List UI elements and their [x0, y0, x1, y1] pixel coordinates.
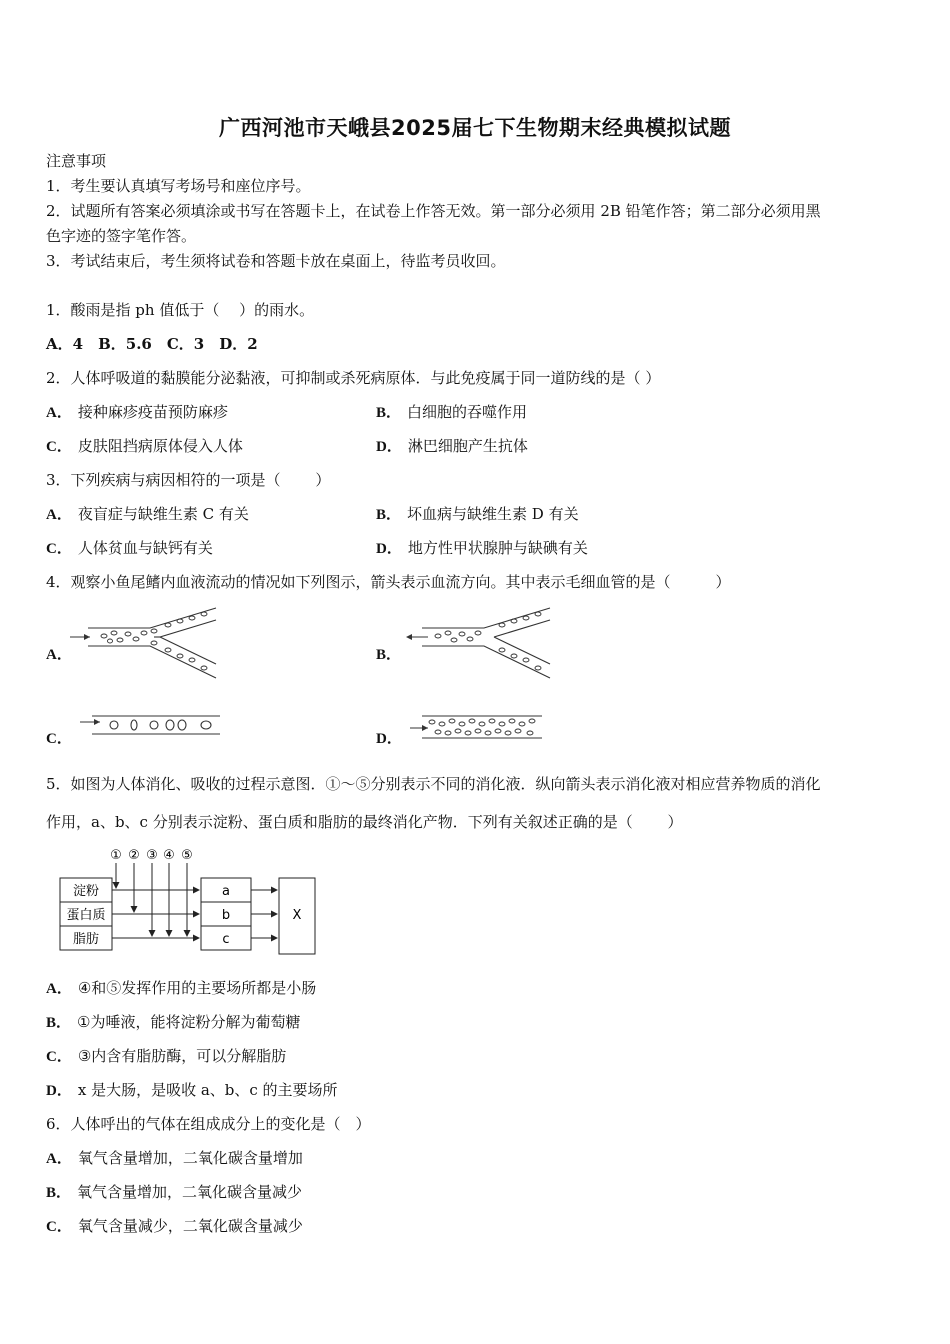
option-label: D．	[376, 439, 402, 455]
q2-option-b	[376, 402, 527, 423]
option-label: D．	[376, 541, 402, 557]
option-text: 氧气含量增加，二氧化碳含量减少	[77, 1183, 303, 1201]
option-text: 接种麻疹疫苗预防麻疹	[77, 403, 228, 421]
option-text: 人体贫血与缺钙有关	[77, 539, 213, 557]
notice-heading: 注意事项	[46, 152, 107, 170]
option-label: A．	[46, 507, 72, 523]
option-text: ③内含有脂肪酶，可以分解脂肪	[77, 1047, 287, 1065]
option-text: 氧气含量增加，二氧化碳含量增加	[77, 1149, 303, 1167]
option-label: B．	[376, 405, 402, 421]
q6-option-b	[46, 1182, 302, 1203]
q3-option-b	[376, 504, 579, 525]
nutrient-protein: 蛋白质	[66, 908, 106, 923]
option-label: B．	[376, 507, 402, 523]
option-label: A．	[46, 405, 72, 421]
option-label: A．	[46, 1151, 72, 1167]
q2-option-d	[376, 436, 528, 457]
q6-stem: 6．人体呼出的气体在组成成分上的变化是（ ）	[46, 1115, 371, 1133]
nutrient-fat: 脂肪	[72, 932, 100, 947]
digestive-juice-5: ⑤	[181, 848, 193, 863]
option-label: C．	[46, 439, 72, 455]
q4-stem: 4．观察小鱼尾鳍内血液流动的情况如下列图示，箭头表示血流方向。其中表示毛细血管的是（ ）	[46, 573, 731, 591]
option-label: B．	[46, 1185, 72, 1201]
digestive-juice-1: ①	[110, 848, 122, 863]
option-text: 淋巴细胞产生抗体	[407, 437, 528, 455]
q3-option-c	[46, 538, 213, 559]
option-text: 氧气含量减少，二氧化碳含量减少	[77, 1217, 303, 1235]
q4-option-a-label: A．	[46, 647, 72, 663]
option-text: ④和⑤发挥作用的主要场所都是小肠	[77, 979, 317, 997]
q6-option-a	[46, 1148, 303, 1169]
option-text: 白细胞的吞噬作用	[407, 403, 528, 421]
q3-option-d	[376, 538, 588, 559]
q3-option-a	[46, 504, 249, 525]
organ-x: X	[292, 908, 302, 923]
q4-option-c-label: C．	[46, 731, 72, 747]
digestive-juice-2: ②	[128, 848, 140, 863]
q2-option-c	[46, 436, 243, 457]
option-label: A．	[46, 981, 72, 997]
digestive-juice-4: ④	[163, 848, 175, 863]
option-text: 夜盲症与缺维生素 C 有关	[77, 505, 249, 523]
q6-option-c	[46, 1216, 303, 1237]
notice-item-2-cont: 色字迹的签字笔作答。	[46, 227, 197, 245]
product-c: c	[222, 932, 230, 947]
q1-stem: 1．酸雨是指 ph 值低于（ ）的雨水。	[46, 301, 315, 319]
q5-stem-line1: 5．如图为人体消化、吸收的过程示意图．①～⑤分别表示不同的消化液．纵向箭头表示消化液对相应营养物质的消化	[46, 775, 821, 793]
option-label: C．	[46, 1049, 72, 1065]
option-label: C．	[46, 541, 72, 557]
option-text: 皮肤阻挡病原体侵入人体	[77, 437, 243, 455]
option-text: 地方性甲状腺肿与缺碘有关	[407, 539, 588, 557]
q4-option-b-label: B．	[376, 647, 402, 663]
product-b: b	[221, 908, 231, 923]
notice-item-2: 2．试题所有答案必须填涂或书写在答题卡上，在试卷上作答无效。第一部分必须用 2B 铅笔作答；第二部分必须用黑	[46, 202, 821, 220]
product-a: a	[222, 884, 230, 899]
q5-digestion-diagram	[56, 844, 320, 956]
q4-figure-a	[68, 606, 220, 680]
q5-option-b	[46, 1012, 300, 1033]
option-label: D．	[46, 1083, 72, 1099]
option-label: B．	[46, 1015, 72, 1031]
q1-options: A．4 B．5.6 C．3 D．2	[46, 335, 258, 353]
q4-figure-c	[78, 712, 223, 740]
q2-stem: 2．人体呼吸道的黏膜能分泌黏液，可抑制或杀死病原体．与此免疫属于同一道防线的是（ ）	[46, 369, 661, 387]
option-label: C．	[46, 1219, 72, 1235]
nutrient-starch: 淀粉	[72, 884, 100, 899]
q5-option-c	[46, 1046, 286, 1067]
q4-option-d-label: D．	[376, 731, 402, 747]
option-text: x 是大肠，是吸收 a、b、c 的主要场所	[77, 1081, 338, 1099]
notice-item-1: 1．考生要认真填写考场号和座位序号。	[46, 177, 311, 195]
q4-figure-d	[408, 712, 548, 742]
q5-stem-line2: 作用，a、b、c 分别表示淀粉、蛋白质和脂肪的最终消化产物．下列有关叙述正确的是（ ）	[46, 813, 683, 831]
q2-option-a	[46, 402, 228, 423]
notice-item-3: 3．考试结束后，考生须将试卷和答题卡放在桌面上，待监考员收回。	[46, 252, 506, 270]
option-text: 坏血病与缺维生素 D 有关	[407, 505, 579, 523]
q5-option-a	[46, 978, 316, 999]
page-title: 广西河池市天峨县2025届七下生物期末经典模拟试题	[219, 116, 731, 140]
q4-figure-b	[402, 606, 554, 680]
q5-option-d	[46, 1080, 338, 1101]
option-text: ①为唾液，能将淀粉分解为葡萄糖	[77, 1013, 301, 1031]
q3-stem: 3．下列疾病与病因相符的一项是（ ）	[46, 471, 331, 489]
digestive-juice-3: ③	[146, 848, 158, 863]
